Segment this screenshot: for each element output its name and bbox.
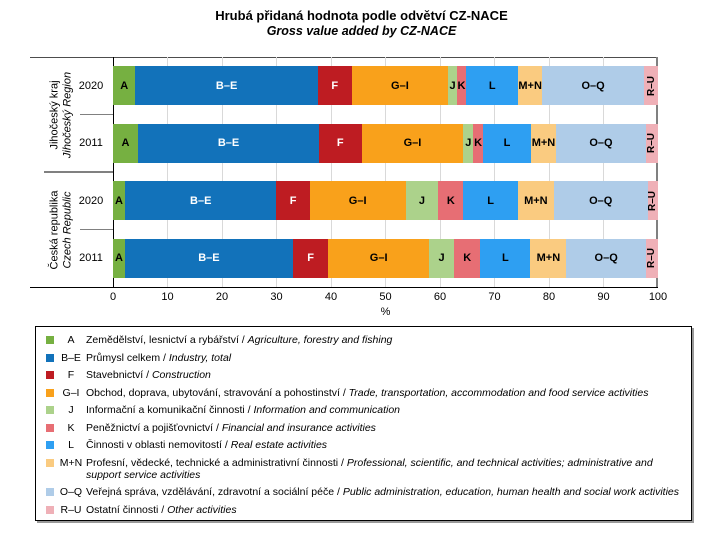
legend-item (42, 387, 683, 399)
region-name-en: Jihočeský Region (61, 71, 73, 158)
bar-segment-label: A (115, 252, 123, 265)
legend-swatch (46, 506, 54, 514)
legend-code: R–U (60, 503, 82, 516)
bar-segment (310, 181, 406, 220)
bar-segment-label: O–Q (589, 137, 613, 150)
bar-segment (448, 66, 457, 105)
legend-item (42, 504, 683, 516)
legend-text-cs: Stavebnictví / (86, 369, 152, 381)
x-axis-tick-label: 60 (433, 291, 447, 303)
bar-segment-label: L (487, 194, 494, 207)
bar-segment-label: B–E (215, 79, 238, 92)
bar-segment (293, 239, 328, 278)
legend-text-cs: Peněžnictví a pojišťovnictví / (86, 421, 222, 434)
bar-segment (113, 239, 125, 278)
bar-segment (556, 124, 646, 163)
legend-swatch (46, 389, 54, 397)
bar-segment-label: M+N (536, 252, 561, 265)
legend-text-cs: Zemědělství, lesnictví a rybářství / (86, 334, 248, 346)
bar-segment (542, 66, 644, 105)
legend-text-en: Other activities (167, 503, 237, 516)
year-label: 2020 (78, 79, 104, 92)
bar-segment-label: R–U (646, 133, 658, 154)
bar-segment (454, 239, 480, 278)
bar-segment (646, 124, 658, 163)
region-group-label (44, 57, 78, 172)
bar-segment-label: M+N (531, 137, 556, 150)
x-axis-tick-label: 40 (324, 291, 338, 303)
legend-swatch (46, 406, 54, 414)
legend-text-cs: Informační a komunikační činnosti / (86, 404, 254, 416)
bar-segment (113, 66, 135, 105)
bar-segment-label: K (474, 137, 483, 150)
bar-segment-label: L (488, 79, 496, 92)
bar-segment (352, 66, 448, 105)
bar-row (113, 181, 658, 220)
bar-segment-label: K (446, 194, 455, 207)
bar-segment (318, 66, 352, 105)
bar-segment (531, 124, 556, 163)
legend-code: B–E (61, 351, 81, 364)
x-axis-tick-label: 20 (215, 291, 229, 303)
bar-segment (457, 66, 466, 105)
category-tick (80, 229, 113, 230)
bar-segment (113, 124, 138, 163)
bar-segment (113, 181, 125, 220)
legend-swatch (46, 371, 54, 379)
x-axis-tick-label: 10 (161, 291, 174, 303)
bar-segment-label: A (121, 137, 130, 150)
legend-item (42, 369, 683, 381)
bar-segment (463, 181, 518, 220)
bar-segment-label: O–Q (589, 194, 613, 207)
bar-segment (480, 239, 530, 278)
bar-segment (319, 124, 362, 163)
bar-segment-label: R–U (646, 248, 658, 269)
region-name-en: Czech Republic (61, 190, 73, 269)
bar-segment-label: F (289, 194, 297, 207)
legend-code: L (68, 439, 74, 451)
value-axis-line (30, 287, 658, 288)
legend-text (86, 504, 237, 516)
bar-segment (566, 239, 646, 278)
legend-text-cs: Činnosti v oblasti nemovitostí / (86, 439, 231, 451)
legend-item (42, 439, 683, 451)
bar-segment (125, 239, 293, 278)
legend-box (35, 326, 692, 521)
bar-segment (125, 181, 277, 220)
legend-swatch (46, 488, 54, 496)
bar-segment (518, 181, 554, 220)
year-label: 2020 (78, 194, 104, 207)
legend-code: M+N (59, 456, 83, 469)
bar-segment (138, 124, 319, 163)
x-axis-tick-label: 70 (488, 291, 501, 303)
region-name-cs: Česká republika (48, 190, 60, 269)
bar-segment-label: B–E (190, 194, 212, 207)
region-group-label (44, 172, 78, 287)
legend-text-en: Construction (151, 369, 211, 381)
bar-segment-label: J (449, 79, 456, 92)
legend-item (42, 486, 683, 498)
bar-segment (530, 239, 566, 278)
bar-segment (483, 124, 531, 163)
bar-segment (554, 181, 648, 220)
legend-text (86, 334, 392, 346)
legend-item (42, 404, 683, 416)
legend-swatch (46, 459, 54, 467)
legend-code: G–I (62, 386, 80, 399)
legend-text (86, 352, 231, 364)
x-axis-tick-label: 50 (379, 291, 392, 303)
bar-segment (429, 239, 454, 278)
bar-segment-label: R–U (645, 75, 657, 96)
bar-segment (648, 181, 658, 220)
bar-segment-label: B–E (198, 252, 220, 265)
bar-segment-label: J (418, 194, 426, 207)
category-tick (80, 114, 113, 115)
bar-segment-label: A (115, 194, 123, 207)
legend-text-en: Trade, transportation, accommodation and food service activities (348, 386, 649, 399)
bar-row (113, 66, 658, 105)
bar-segment-label: F (336, 137, 344, 150)
bar-segment-label: M+N (518, 79, 542, 92)
legend-text-cs: Obchod, doprava, ubytování, stravování a pohostinství / (86, 386, 349, 399)
year-label: 2011 (79, 252, 103, 265)
bar-segment-label: L (501, 252, 509, 265)
bar-segment (135, 66, 318, 105)
legend-swatch (46, 354, 54, 362)
bar-segment-label: O–Q (594, 252, 618, 265)
legend-item (42, 334, 683, 346)
bar-segment (466, 66, 518, 105)
bar-segment (406, 181, 439, 220)
bar-segment-label: R–U (647, 190, 659, 211)
bar-row (113, 239, 658, 278)
legend-item (42, 352, 683, 364)
x-axis-tick-label: 30 (270, 291, 283, 303)
bar-segment-label: K (463, 252, 472, 265)
legend-swatch (46, 336, 54, 344)
plot-area (113, 57, 658, 287)
legend-text-en: Industry, total (168, 351, 232, 364)
bar-segment (463, 124, 473, 163)
legend-code: F (67, 369, 75, 381)
x-axis-tick-label: 90 (597, 291, 610, 303)
bar-segment (438, 181, 463, 220)
legend-text (86, 457, 683, 481)
legend-item (42, 457, 683, 481)
legend-code: O–Q (59, 486, 83, 498)
bar-segment-label: A (120, 79, 129, 92)
legend-item (42, 422, 683, 434)
bar-segment-label: F (331, 79, 339, 92)
legend-text-en: Agriculture, forestry and fishing (247, 334, 393, 346)
chart-subtitle: Gross value added by CZ-NACE (266, 24, 457, 38)
legend-swatch (46, 441, 54, 449)
bar-segment-label: G–I (403, 137, 422, 150)
bar-segment-label: K (457, 79, 466, 92)
region-name-cs: Jihočeský kraj (48, 79, 60, 150)
bar-segment (473, 124, 483, 163)
legend-swatch (46, 424, 54, 432)
bar-segment-label: L (503, 137, 511, 150)
chart-title: Hrubá přidaná hodnota podle odvětví CZ-NACE (215, 8, 508, 23)
x-axis-tick-label: 0 (109, 291, 117, 303)
legend-code: K (67, 421, 75, 434)
bar-segment (362, 124, 464, 163)
bar-segment-label: J (465, 137, 472, 150)
bar-segment (276, 181, 309, 220)
legend-text-cs: Ostatní činnosti / (86, 503, 168, 516)
legend-text-en: Information and communication (253, 404, 400, 416)
bar-segment-label: B–E (217, 137, 240, 150)
legend-text-cs: Průmysl celkem / (86, 351, 169, 364)
bar-segment-label: G–I (348, 194, 367, 207)
bar-segment-label: G–I (391, 79, 409, 92)
legend-code: A (67, 334, 75, 346)
legend-text (86, 439, 327, 451)
year-label: 2011 (79, 137, 103, 150)
legend-text-en: Financial and insurance activities (221, 421, 376, 434)
legend-text (86, 369, 211, 381)
bar-row (113, 124, 658, 163)
legend-text-cs: Veřejná správa, vzdělávání, zdravotní a sociální péče / (86, 486, 343, 498)
value-axis-title: % (380, 306, 391, 318)
legend-text-en: Real estate activities (230, 439, 328, 451)
bar-segment-label: M+N (524, 194, 548, 207)
legend-text-cs: Profesní, vědecké, technické a administrativní činnosti / (86, 456, 347, 469)
legend-text (86, 387, 648, 399)
bar-segment (646, 239, 658, 278)
bar-segment (328, 239, 429, 278)
x-axis-tick-label: 100 (648, 291, 668, 303)
bar-segment-label: O–Q (581, 79, 605, 92)
legend-text (86, 422, 376, 434)
bar-segment-label: J (438, 252, 445, 265)
legend-code: J (68, 404, 74, 416)
bar-segment (644, 66, 658, 105)
legend-text-en: Professional, scientific, and technical activities; administrative and support service activities (86, 456, 653, 481)
legend-text-en: Public administration, education, human health and social work activities (342, 486, 680, 498)
bar-segment-label: F (307, 252, 314, 265)
legend-text (86, 486, 679, 498)
bar-segment (518, 66, 541, 105)
legend-text (86, 404, 400, 416)
x-axis-tick-label: 80 (542, 291, 556, 303)
bar-segment-label: G–I (369, 252, 388, 265)
